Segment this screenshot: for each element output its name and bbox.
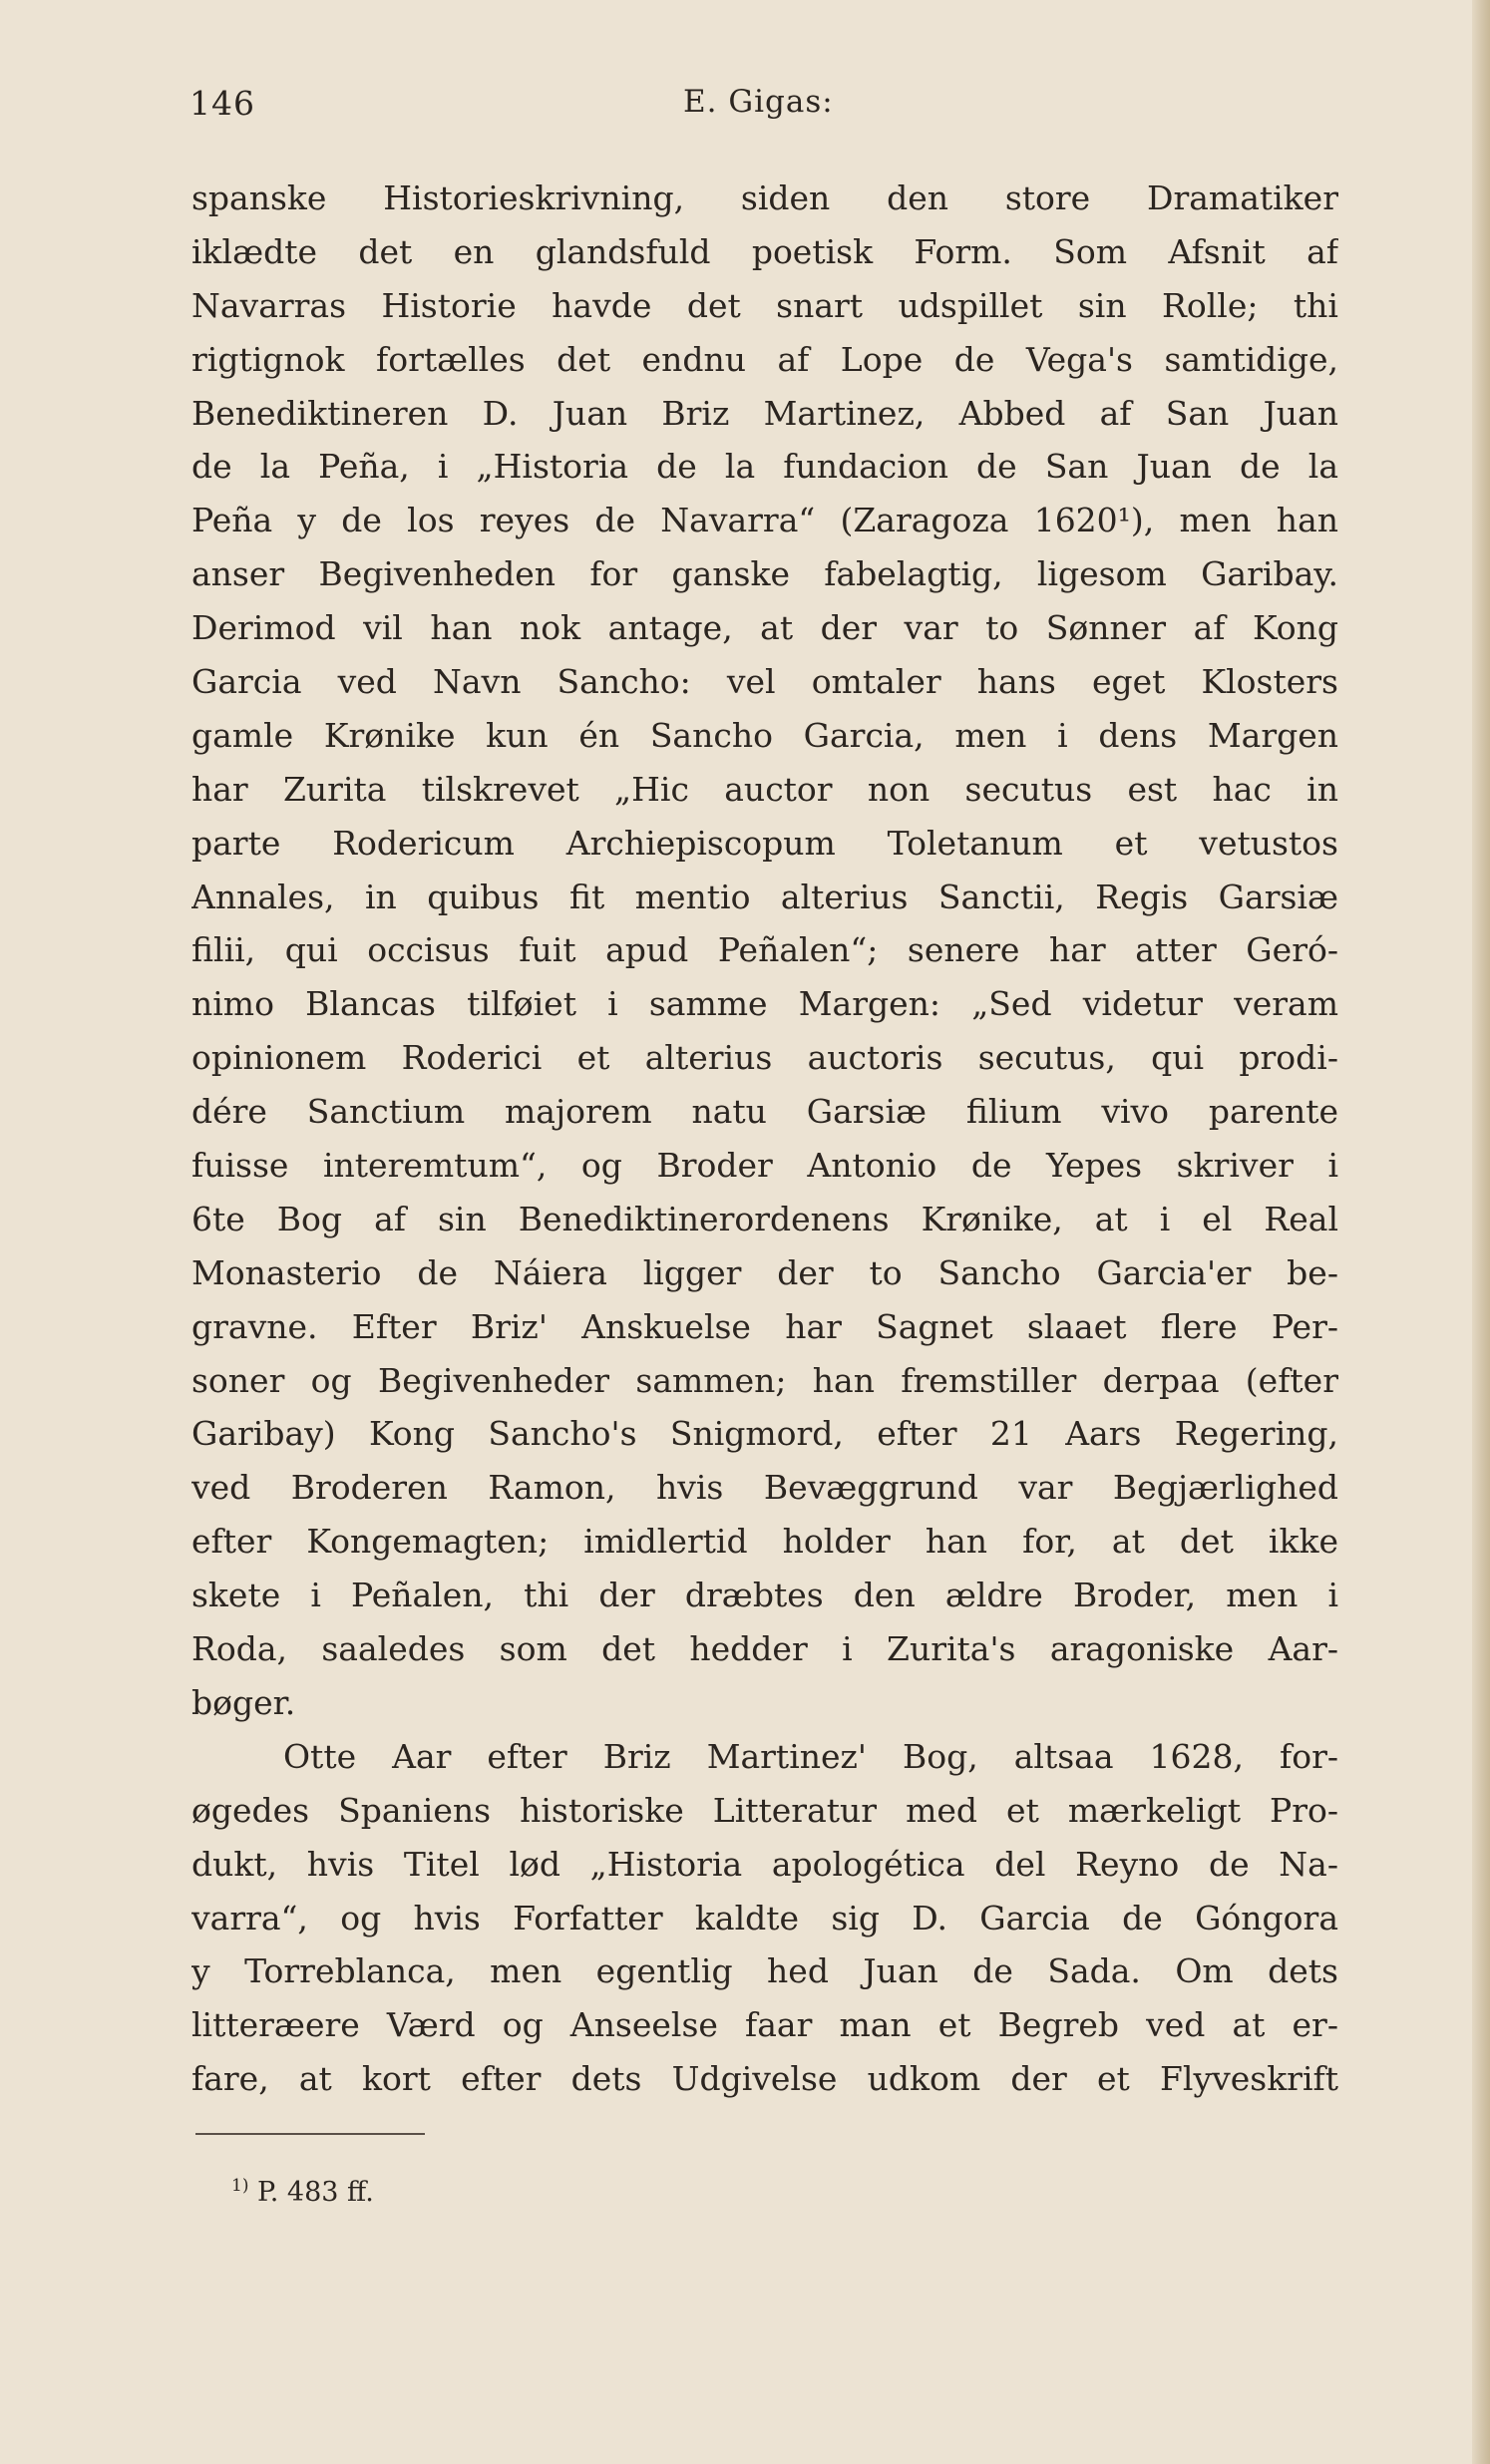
text-line: 6te Bog af sin Benediktinerordenens Krønike, at i el Real: [191, 1199, 1338, 1238]
text-line: ved Broderen Ramon, hvis Bevæggrund var Begjærlighed: [191, 1468, 1338, 1508]
text-line: gamle Krønike kun én Sancho Garcia, men i dens Margen: [191, 715, 1338, 755]
footnote: [231, 2166, 374, 2213]
text-line: opinionem Roderici et alterius auctoris secutus, qui prodi-: [191, 1038, 1338, 1078]
text-line: efter Kongemagten; imidlertid holder han for, at det ikke: [191, 1522, 1338, 1562]
text-line: Peña y de los reyes de Navarra“ (Zaragoza 1620¹), men han: [191, 501, 1338, 540]
running-head: E. Gigas:: [683, 84, 834, 120]
text-line: litteræere Værd og Anseelse faar man et Begreb ved at er-: [191, 2005, 1338, 2045]
text-line: Navarras Historie havde det snart udspillet sin Rolle; thi: [191, 285, 1338, 325]
text-line: bøger.: [191, 1682, 296, 1722]
text-line: skete i Peñalen, thi der dræbtes den ældre Broder, men i: [191, 1576, 1338, 1615]
text-line: parte Rodericum Archiepiscopum Toletanum et vetustos: [191, 823, 1338, 863]
text-line: Annales, in quibus fit mentio alterius Sanctii, Regis Garsiæ: [191, 877, 1338, 916]
text-line: y Torreblanca, men egentlig hed Juan de Sada. Om dets: [191, 1951, 1338, 1991]
text-line: anser Begivenheden for ganske fabelagtig, ligesom Garibay.: [191, 554, 1338, 594]
text-line: øgedes Spaniens historiske Litteratur med et mærkeligt Pro-: [191, 1790, 1338, 1830]
text-line: Garcia ved Navn Sancho: vel omtaler hans eget Klosters: [191, 662, 1338, 702]
footnote-marker: 1): [231, 2176, 249, 2196]
footnote-text: P. 483 ff.: [257, 2177, 374, 2208]
text-line: Roda, saaledes som det hedder i Zurita's aragoniske Aar-: [191, 1629, 1338, 1669]
text-line: Monasterio de Náiera ligger der to Sancho Garcia'er be-: [191, 1252, 1338, 1292]
text-line: Benediktineren D. Juan Briz Martinez, Abbed af San Juan: [191, 393, 1338, 433]
text-line: spanske Historieskrivning, siden den store Dramatiker: [191, 178, 1338, 217]
text-line: rigtignok fortælles det endnu af Lope de Vega's samtidige,: [191, 339, 1338, 379]
text-line: Garibay) Kong Sancho's Snigmord, efter 21 Aars Regering,: [191, 1414, 1338, 1454]
page-edge: [1472, 0, 1490, 2464]
text-line: dére Sanctium majorem natu Garsiæ filium vivo parente: [191, 1092, 1338, 1132]
paragraph-start-line: Otte Aar efter Briz Martinez' Bog, altsaa 1628, for-: [283, 1736, 1338, 1776]
text-line: nimo Blancas tilføiet i samme Margen: „Sed videtur veram: [191, 984, 1338, 1024]
text-line: fuisse interemtum“, og Broder Antonio de Yepes skriver i: [191, 1146, 1338, 1186]
text-line: iklædte det en glandsfuld poetisk Form. Som Afsnit af: [191, 231, 1338, 271]
text-line: filii, qui occisus fuit apud Peñalen“; senere har atter Geró-: [191, 930, 1338, 970]
page-number: 146: [189, 84, 255, 123]
body-text: [191, 172, 1338, 2106]
text-line: fare, at kort efter dets Udgivelse udkom der et Flyveskrift: [191, 2059, 1338, 2099]
text-line: varra“, og hvis Forfatter kaldte sig D. Garcia de Góngora: [191, 1898, 1338, 1937]
text-line: dukt, hvis Titel lød „Historia apologética del Reyno de Na-: [191, 1844, 1338, 1884]
page-header: [189, 76, 1336, 136]
text-line: Derimod vil han nok antage, at der var to Sønner af Kong: [191, 608, 1338, 648]
text-line: soner og Begivenheder sammen; han fremstiller derpaa (efter: [191, 1360, 1338, 1400]
footnote-rule: [195, 2133, 425, 2135]
text-line: gravne. Efter Briz' Anskuelse har Sagnet slaaet flere Per-: [191, 1306, 1338, 1346]
text-line: de la Peña, i „Historia de la fundacion de San Juan de la: [191, 447, 1338, 487]
text-line: har Zurita tilskrevet „Hic auctor non secutus est hac in: [191, 769, 1338, 809]
